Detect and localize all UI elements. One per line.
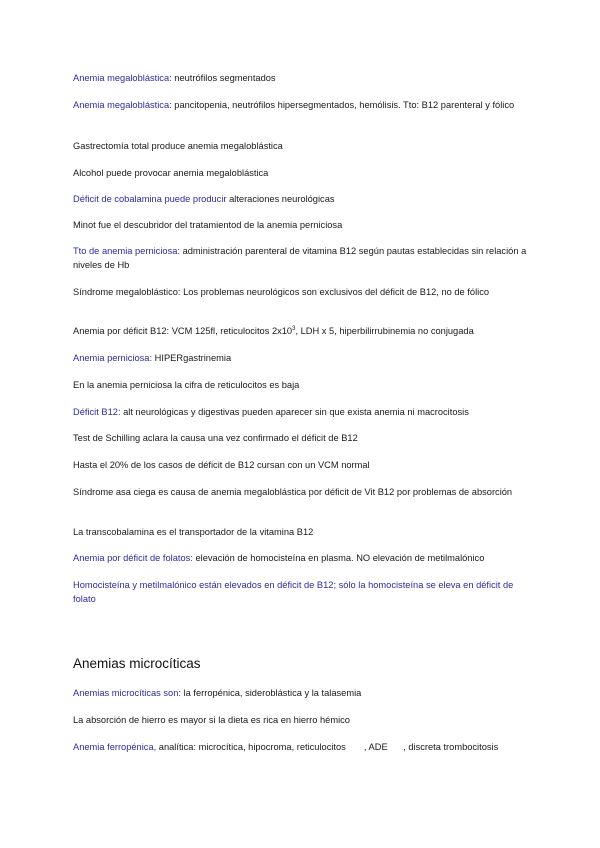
note-item <box>73 351 533 365</box>
note-item <box>73 713 533 727</box>
note-highlight: Anemia megaloblástica: <box>73 73 172 83</box>
note-item <box>73 578 533 606</box>
note-text: alteraciones neurológicas <box>226 194 335 204</box>
note-text: En la anemia perniciosa la cifra de reticulocitos es baja <box>73 380 300 390</box>
note-text: Test de Schilling aclara la causa una vez confirmado el déficit de B12 <box>73 433 358 443</box>
note-item <box>73 192 533 206</box>
note-text: elevación de homocisteína en plasma. NO elevación de metilmalónico <box>192 553 485 563</box>
note-text: Alcohol puede provocar anemia megaloblástica <box>73 168 269 178</box>
note-text: la ferropénica, sideroblástica y la talasemia <box>180 688 362 698</box>
superscript: 3 <box>292 325 296 332</box>
note-text: neutrófilos segmentados <box>171 73 276 83</box>
note-item <box>73 139 533 153</box>
note-item <box>73 458 533 472</box>
note-text: alt neurológicas y digestivas pueden aparecer sin que exista anemia ni macrocitosis <box>120 407 469 417</box>
note-text: Anemia por déficit B12: VCM 125fl, reticulocitos 2x10 <box>73 326 293 336</box>
note-item <box>73 71 533 85</box>
note-item <box>73 378 533 392</box>
note-text: Minot fue el descubridor del tratamientod de la anemia perniciosa <box>73 220 343 230</box>
note-item <box>73 244 533 272</box>
note-text: , LDH x 5, hiperbilirrubinemia no conjugada <box>295 326 474 336</box>
note-item <box>73 324 533 338</box>
note-item <box>73 686 533 700</box>
note-highlight: Déficit B12: <box>73 407 121 417</box>
note-text: Síndrome megaloblástico: Los problemas neurológicos son exclusivos del déficit de B12, no de fólico <box>73 287 490 297</box>
note-text: Hasta el 20% de los casos de déficit de B12 cursan con un VCM normal <box>73 460 370 470</box>
note-item <box>73 218 533 232</box>
note-text: analítica: microcítica, hipocroma, reticulocitos , ADE , discreta trombocitosis <box>156 742 499 752</box>
note-highlight: Anemia por déficit de folatos: <box>73 553 193 563</box>
note-highlight: Homocisteína y metilmalónico están elevados en déficit de B12; sólo la homocisteína se eleva en déficit de folato <box>73 580 514 604</box>
section-heading: Anemias microcíticas <box>73 656 201 671</box>
note-text: HIPERgastrinemia <box>152 353 232 363</box>
note-text: La absorción de hierro es mayor si la dieta es rica en hierro hémico <box>73 715 350 725</box>
note-text: La transcobalamina es el transportador de la vitamina B12 <box>73 527 314 537</box>
note-text: Gastrectomía total produce anemia megaloblástica <box>73 141 283 151</box>
note-highlight: Anemias microcíticas son: <box>73 688 181 698</box>
note-text: Síndrome asa ciega es causa de anemia megaloblástica por déficit de Vit B12 por problemas de absorción <box>73 487 513 497</box>
note-highlight: Tto de anemia perniciosa: <box>73 246 180 256</box>
note-item <box>73 405 533 419</box>
note-item <box>73 525 533 539</box>
note-item <box>73 551 533 565</box>
note-item <box>73 740 533 754</box>
note-item <box>73 166 533 180</box>
note-item <box>73 285 533 299</box>
note-highlight: Anemia megaloblástica: <box>73 100 172 110</box>
note-text: pancitopenia, neutrófilos hipersegmentados, hemólisis. Tto: B12 parenteral y fólico <box>171 100 515 110</box>
note-highlight: Anemia ferropénica, <box>73 742 157 752</box>
note-highlight: Anemia perniciosa: <box>73 353 153 363</box>
note-item <box>73 98 533 112</box>
note-item <box>73 485 533 499</box>
note-highlight: Déficit de cobalamina puede producir <box>73 194 227 204</box>
note-item <box>73 431 533 445</box>
note-text: administración parenteral de vitamina B12 según pautas establecidas sin relación a niveles de Hb <box>73 246 527 270</box>
